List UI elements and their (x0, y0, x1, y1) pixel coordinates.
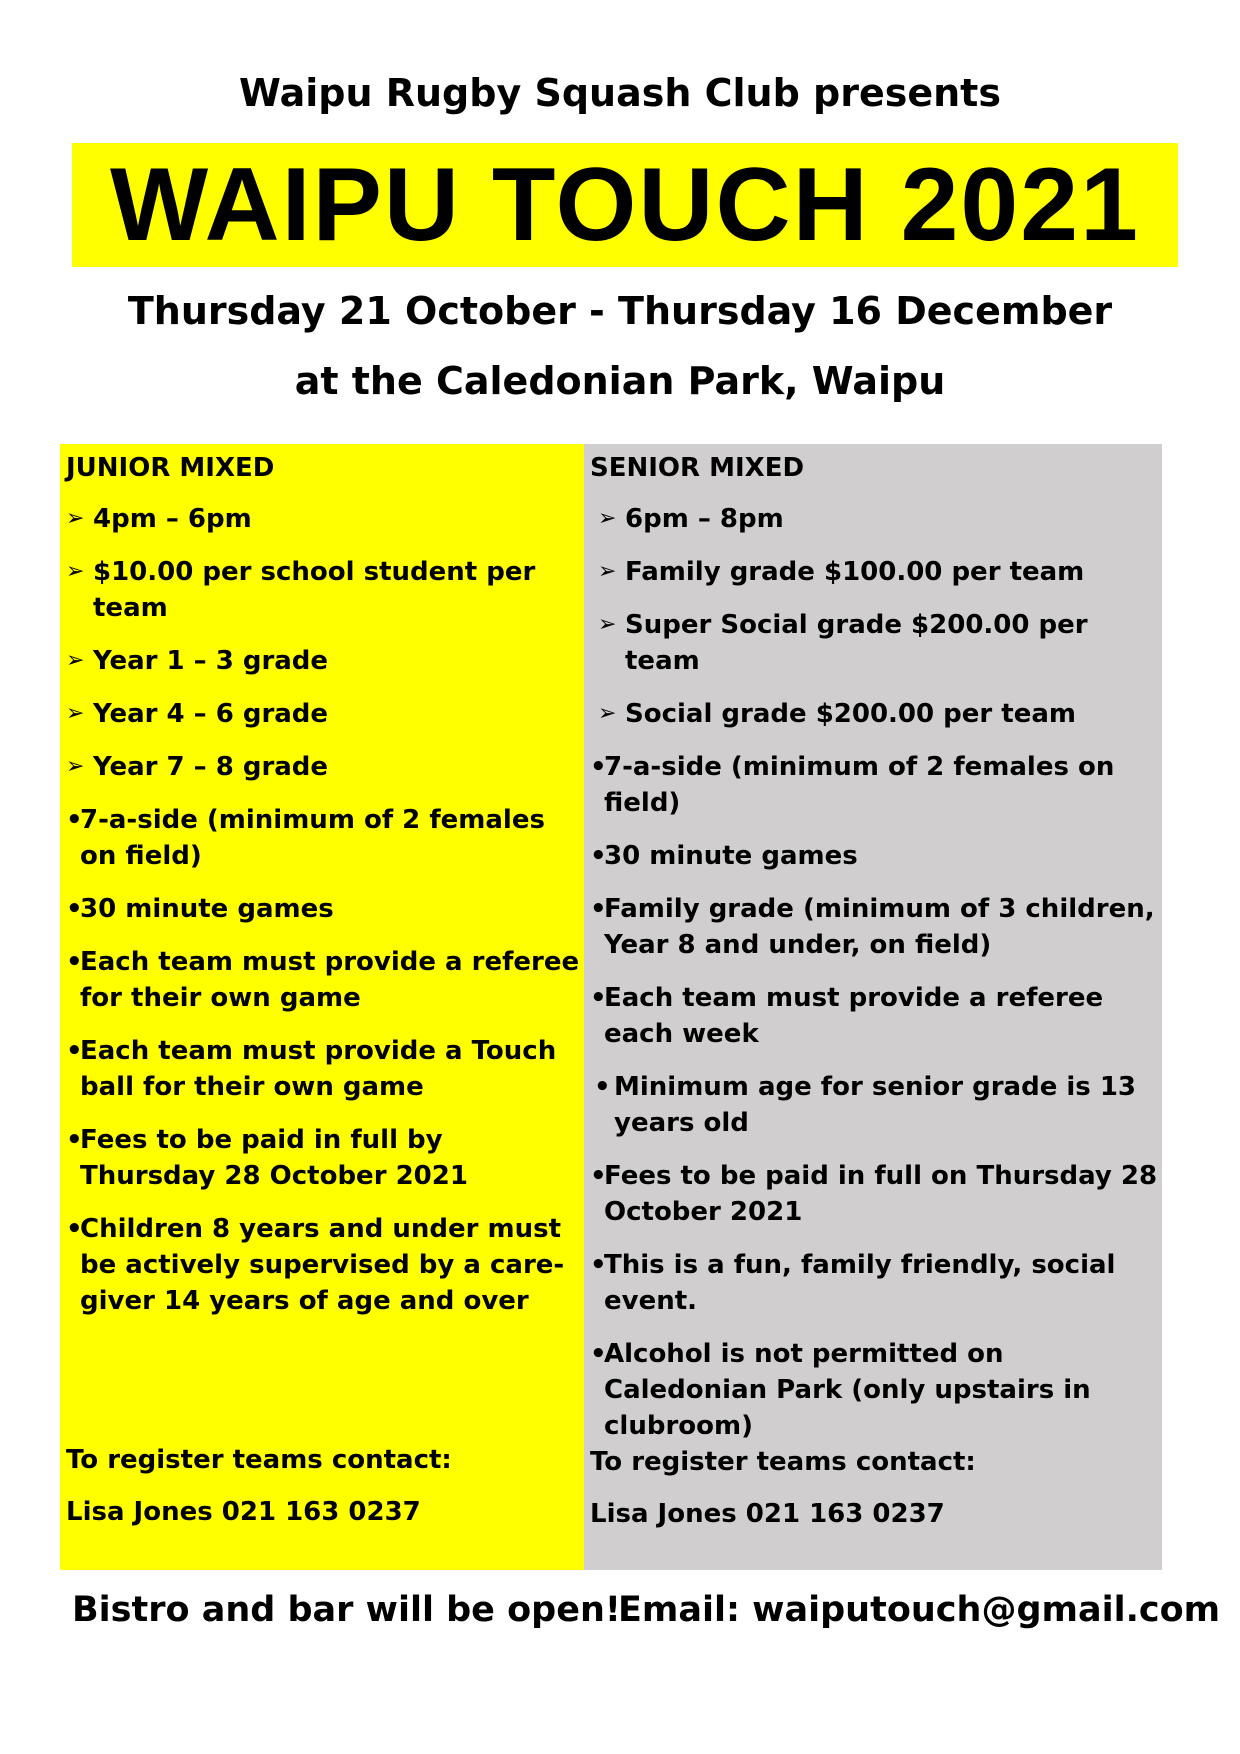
list-item: • Each team must provide a referee for their own game (66, 944, 584, 1016)
senior-contact-label: To register teams contact: (590, 1447, 976, 1477)
round-bullet-icon: • (590, 1250, 607, 1280)
round-bullet-icon: • (66, 1214, 83, 1244)
senior-heading: SENIOR MIXED (590, 453, 805, 483)
list-item: ➢ Year 1 – 3 grade (66, 643, 584, 679)
arrow-bullet-icon: ➢ (598, 612, 617, 637)
list-item: • 7-a-side (minimum of 2 females on field) (66, 802, 584, 874)
round-bullet-icon: • (590, 841, 607, 871)
list-item: ➢ Social grade $200.00 per team (590, 696, 1162, 732)
list-item: • Alcohol is not permitted on Caledonian Park (only upstairs in clubroom) (590, 1336, 1162, 1444)
round-bullet-icon: • (66, 1125, 83, 1155)
senior-contact-value: Lisa Jones 021 163 0237 (590, 1499, 945, 1529)
arrow-bullet-icon: ➢ (66, 754, 85, 779)
list-item: • 30 minute games (590, 838, 1162, 874)
arrow-bullet-icon: ➢ (598, 559, 617, 584)
list-item: • Family grade (minimum of 3 children, Year 8 and under, on field) (590, 891, 1162, 963)
round-bullet-icon: • (66, 894, 83, 924)
arrow-bullet-icon: ➢ (66, 648, 85, 673)
list-item: ➢ Family grade $100.00 per team (590, 554, 1162, 590)
junior-contact-label: To register teams contact: (66, 1445, 452, 1475)
round-bullet-icon: • (594, 1072, 611, 1102)
list-item: • 7-a-side (minimum of 2 females on field) (590, 749, 1162, 821)
round-bullet-icon: • (590, 1161, 607, 1191)
round-bullet-icon: • (590, 1339, 607, 1369)
list-item: ➢ Year 7 – 8 grade (66, 749, 584, 785)
event-venue: at the Caledonian Park, Waipu (294, 359, 946, 403)
list-item: • Fees to be paid in full by Thursday 28 October 2021 (66, 1122, 584, 1194)
list-item: • Minimum age for senior grade is 13 years old (590, 1069, 1162, 1141)
list-item: • Fees to be paid in full on Thursday 28 October 2021 (590, 1158, 1162, 1230)
page-title: WAIPU TOUCH 2021 (110, 146, 1140, 263)
senior-mixed-panel (584, 444, 1162, 1570)
list-item: ➢ 4pm – 6pm (66, 501, 584, 537)
round-bullet-icon: • (66, 947, 83, 977)
arrow-bullet-icon: ➢ (598, 506, 617, 531)
list-item: ➢ $10.00 per school student per team (66, 554, 584, 626)
round-bullet-icon: • (590, 894, 607, 924)
list-item: ➢ 6pm – 8pm (590, 501, 1162, 537)
arrow-bullet-icon: ➢ (598, 701, 617, 726)
round-bullet-icon: • (590, 983, 607, 1013)
list-item: • Children 8 years and under must be actively supervised by a care-giver 14 years of age and over (66, 1211, 584, 1319)
list-item: • 30 minute games (66, 891, 584, 927)
list-item: • Each team must provide a referee each week (590, 980, 1162, 1052)
email-contact: Email: waiputouch@gmail.com (618, 1590, 1221, 1630)
list-item: • This is a fun, family friendly, social event. (590, 1247, 1162, 1319)
event-dates: Thursday 21 October - Thursday 16 December (127, 289, 1113, 333)
bistro-note: Bistro and bar will be open! (72, 1590, 621, 1630)
title-banner (72, 143, 1178, 267)
round-bullet-icon: • (590, 752, 607, 782)
arrow-bullet-icon: ➢ (66, 506, 85, 531)
junior-heading: JUNIOR MIXED (66, 453, 275, 483)
arrow-bullet-icon: ➢ (66, 701, 85, 726)
junior-contact-value: Lisa Jones 021 163 0237 (66, 1497, 421, 1527)
presenter-line: Waipu Rugby Squash Club presents (239, 71, 1001, 115)
list-item: • Each team must provide a Touch ball for their own game (66, 1033, 584, 1105)
arrow-bullet-icon: ➢ (66, 559, 85, 584)
junior-mixed-panel (60, 444, 584, 1570)
list-item: ➢ Year 4 – 6 grade (66, 696, 584, 732)
list-item: ➢ Super Social grade $200.00 per team (590, 607, 1162, 679)
round-bullet-icon: • (66, 1036, 83, 1066)
round-bullet-icon: • (66, 805, 83, 835)
